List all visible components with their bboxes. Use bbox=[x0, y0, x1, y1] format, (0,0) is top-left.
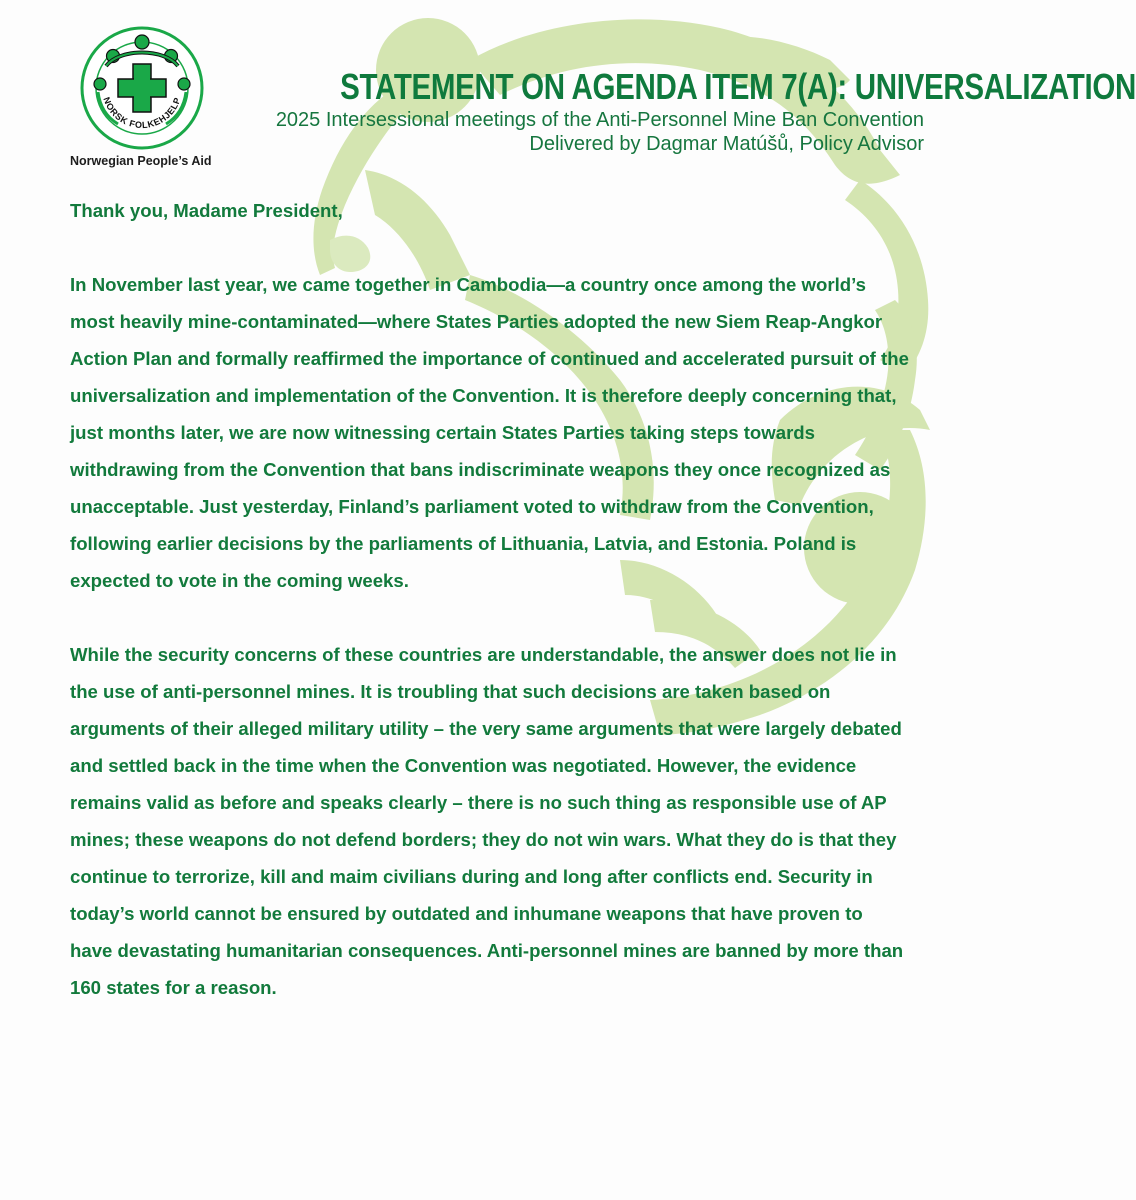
statement-header bbox=[212, 66, 1136, 156]
paragraph-2: While the security concerns of these countries are understandable, the answer does not lie in the use of anti-personnel mines. It is troubling that such decisions are taken based on arguments of their alleged military utility – the very same arguments that were largely debated and settled back in the time when the Convention was negotiated. However, the evidence remains valid as before and speaks clearly – there is no such thing as responsible use of AP mines; these weapons do not defend borders; they do not win wars. What they do is that they continue to terrorize, kill and maim civilians during and long after conflicts end. Security in today’s world cannot be ensured by outdated and inhumane weapons that have proven to have devastating humanitarian consequences. Anti-personnel mines are banned by more than 160 states for a reason. bbox=[70, 644, 904, 998]
statement-body bbox=[70, 192, 910, 1006]
paragraph-1: In November last year, we came together in Cambodia—a country once among the world’s most heavily mine-contaminated—where States Parties adopted the new Siem Reap-Angkor Action Plan and formally reaffirmed the importance of continued and accelerated pursuit of the universalization and implementation of the Convention. It is therefore deeply concerning that, just months later, we are now witnessing certain States Parties taking steps towards withdrawing from the Convention that bans indiscriminate weapons they once recognized as unacceptable. Just yesterday, Finland’s parliament voted to withdraw from the Convention, following earlier decisions by the parliaments of Lithuania, Latvia, and Estonia. Poland is expected to vote in the coming weeks. bbox=[70, 274, 909, 591]
speaker-line: Delivered by Dagmar Matúšů, Policy Advisor bbox=[529, 133, 924, 155]
logo-ring-text: NORSK FOLKEHJELP bbox=[101, 95, 183, 131]
statement-title: STATEMENT ON AGENDA ITEM 7(A): UNIVERSALIZATION bbox=[340, 66, 1136, 107]
logo-caption: Norwegian People’s Aid bbox=[70, 154, 212, 168]
meeting-subtitle: 2025 Intersessional meetings of the Anti-Personnel Mine Ban Convention bbox=[275, 109, 924, 131]
greeting: Thank you, Madame President, bbox=[70, 200, 343, 221]
norsk-folkehjelp-logo bbox=[80, 26, 204, 150]
